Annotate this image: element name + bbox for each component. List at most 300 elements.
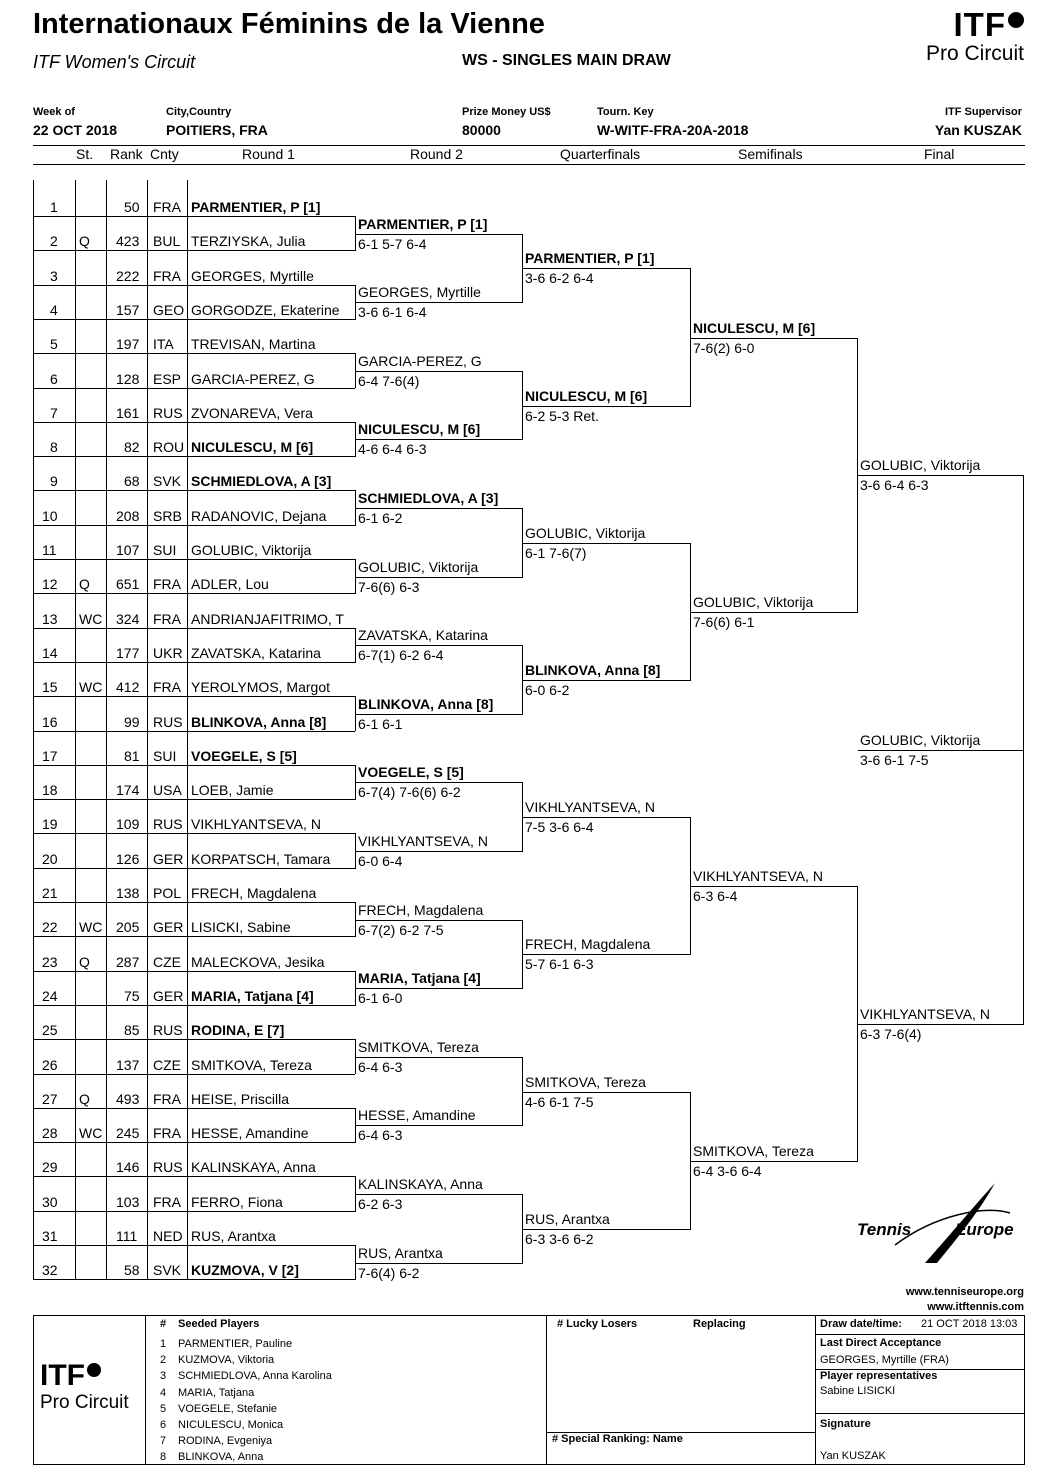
- round2-line: [356, 302, 522, 303]
- quarterfinals-score: 6-3 3-6 6-2: [525, 1230, 594, 1247]
- quarterfinals-score: 4-6 6-1 7-5: [525, 1093, 594, 1110]
- champion-name: GOLUBIC, Viktorija: [860, 732, 981, 749]
- round2-winner: HESSE, Amandine: [358, 1107, 476, 1124]
- round1-line: [33, 353, 355, 354]
- round1-player: RADANOVIC, Dejana: [191, 507, 327, 524]
- round2-line: [356, 1263, 522, 1264]
- round1-line: [33, 1074, 355, 1075]
- round1-line: [33, 868, 355, 869]
- round2-line: [356, 439, 522, 440]
- round1-player: BLINKOVA, Anna [8]: [191, 713, 327, 730]
- draw-position: 14: [42, 644, 58, 661]
- round2-line: [356, 920, 522, 921]
- round2-line: [356, 851, 522, 852]
- player-rank: 138: [116, 885, 140, 901]
- round1-line: [33, 559, 355, 560]
- round1-line: [33, 799, 355, 800]
- round2-line: [356, 1194, 522, 1195]
- draw-position: 10: [42, 507, 58, 524]
- final-line: [858, 1024, 1024, 1025]
- round1-player: PARMENTIER, P [1]: [191, 199, 321, 215]
- round1-player: MARIA, Tatjana [4]: [191, 987, 314, 1004]
- round1-player: KUZMOVA, V [2]: [191, 1262, 299, 1279]
- round2-score: 6-7(2) 6-2 7-5: [358, 921, 444, 938]
- quarterfinals-winner: SMITKOVA, Tereza: [525, 1073, 646, 1090]
- player-country: SUI: [153, 542, 177, 558]
- player-rank: 58: [124, 1262, 140, 1279]
- round2-score: 6-4 6-3: [358, 1058, 403, 1075]
- semifinals-line: [691, 886, 857, 887]
- round2-line: [356, 371, 522, 372]
- player-rank: 50: [124, 199, 140, 215]
- player-rank: 103: [116, 1193, 140, 1210]
- player-rank: 423: [116, 233, 140, 250]
- round2-score: 6-4 7-6(4): [358, 372, 420, 389]
- player-rank: 82: [124, 439, 140, 456]
- round1-line: [33, 1279, 355, 1280]
- player-rank: 651: [116, 576, 140, 593]
- player-country: USA: [153, 782, 182, 799]
- player-country: GER: [153, 987, 184, 1004]
- player-country: FRA: [153, 576, 181, 593]
- player-rank: 146: [116, 1159, 140, 1176]
- round1-player: ZVONAREVA, Vera: [191, 404, 313, 421]
- player-rank: 177: [116, 644, 140, 661]
- round2-score: 3-6 6-1 6-4: [358, 304, 427, 321]
- seed-player-name: VOEGELE, Stefanie: [178, 1402, 278, 1415]
- week-value: 22 OCT 2018: [33, 122, 118, 138]
- round1-player: SMITKOVA, Tereza: [191, 1056, 312, 1073]
- player-country: FRA: [153, 1193, 181, 1210]
- seed-number: 2: [160, 1354, 167, 1367]
- tennis-europe-logo: [855, 1175, 1025, 1265]
- round2-score: 6-4 6-3: [358, 1127, 403, 1144]
- player-rank: 99: [124, 713, 140, 730]
- header-rule-top: [33, 145, 1025, 146]
- draw-position: 27: [42, 1090, 58, 1107]
- quarterfinals-score: 6-1 7-6(7): [525, 544, 587, 561]
- city-value: POITIERS, FRA: [166, 122, 268, 138]
- draw-position: 4: [50, 301, 58, 318]
- quarterfinals-score: 5-7 6-1 6-3: [525, 956, 594, 973]
- entry-status: WC: [79, 679, 103, 696]
- player-rank: 109: [116, 816, 140, 833]
- footer-border-right: [1024, 1315, 1025, 1465]
- seed-number: 8: [160, 1451, 167, 1464]
- col-round2: Round 2: [410, 146, 463, 162]
- draw-position: 15: [42, 679, 58, 696]
- player-rank: 107: [116, 542, 140, 558]
- draw-position: 17: [42, 747, 58, 764]
- round2-score: 7-6(6) 6-3: [358, 578, 420, 595]
- round2-score: 6-1 6-1: [358, 715, 403, 732]
- round1-player: TREVISAN, Martina: [191, 336, 316, 353]
- round1-player: TERZIYSKA, Julia: [191, 233, 306, 250]
- round2-line: [356, 1125, 522, 1126]
- player-country: RUS: [153, 1022, 183, 1039]
- player-country: NED: [153, 1228, 183, 1244]
- lucky-losers-label: # Lucky Losers: [557, 1318, 638, 1330]
- draw-position: 7: [50, 404, 58, 421]
- round2-winner: SCHMIEDLOVA, A [3]: [358, 490, 499, 507]
- player-country: ITA: [153, 336, 174, 353]
- draw-position: 2: [50, 233, 58, 250]
- quarterfinals-line: [523, 680, 690, 681]
- semifinals-score: 7-6(6) 6-1: [693, 613, 755, 630]
- round1-player: KALINSKAYA, Anna: [191, 1159, 316, 1176]
- round2-score: 6-2 6-3: [358, 1196, 403, 1213]
- player-rank: 75: [124, 987, 140, 1004]
- seed-number: 1: [160, 1338, 167, 1350]
- tourn-key-label: Tourn. Key: [597, 106, 654, 118]
- replacing-label: Replacing: [693, 1318, 746, 1330]
- round2-winner: RUS, Arantxa: [358, 1244, 443, 1261]
- signature-value: Yan KUSZAK: [820, 1450, 886, 1462]
- round2-winner: GOLUBIC, Viktorija: [358, 558, 479, 575]
- semifinals-winner: GOLUBIC, Viktorija: [693, 593, 814, 610]
- round1-line: [33, 1176, 355, 1177]
- round1-player: FRECH, Magdalena: [191, 885, 317, 901]
- round1-player: HESSE, Amandine: [191, 1125, 309, 1142]
- seed-number: 5: [160, 1402, 167, 1415]
- week-label: Week of: [33, 106, 75, 118]
- round1-line: [33, 731, 355, 732]
- draw-position: 13: [42, 610, 58, 627]
- quarterfinals-line: [523, 1092, 690, 1093]
- semifinals-score: 6-4 3-6 6-4: [693, 1162, 762, 1179]
- round1-player: LOEB, Jamie: [191, 782, 274, 799]
- final-winner: GOLUBIC, Viktorija: [860, 457, 981, 474]
- draw-date-label: Draw date/time:: [820, 1318, 902, 1330]
- draw-position: 5: [50, 336, 58, 353]
- winner-line: [858, 750, 1024, 751]
- tennis-ball-icon: [87, 1363, 101, 1377]
- player-rank: 85: [124, 1022, 140, 1039]
- quarterfinals-score: 3-6 6-2 6-4: [525, 270, 594, 287]
- round2-winner: FRECH, Magdalena: [358, 901, 484, 918]
- player-country: SVK: [153, 473, 182, 490]
- quarterfinals-score: 6-2 5-3 Ret.: [525, 407, 599, 424]
- quarterfinals-winner: VIKHLYANTSEVA, N: [525, 799, 655, 816]
- round1-player: KORPATSCH, Tamara: [191, 850, 331, 867]
- player-country: FRA: [153, 1090, 181, 1107]
- round1-player: RODINA, E [7]: [191, 1022, 285, 1039]
- round2-winner: BLINKOVA, Anna [8]: [358, 695, 494, 712]
- round2-winner: SMITKOVA, Tereza: [358, 1038, 479, 1055]
- seed-number: 7: [160, 1435, 167, 1448]
- round1-line: [33, 936, 355, 937]
- quarterfinals-winner: PARMENTIER, P [1]: [525, 250, 655, 267]
- round1-line: [33, 765, 355, 766]
- player-rank: 128: [116, 370, 140, 387]
- quarterfinals-line: [523, 543, 690, 544]
- website-itf[interactable]: www.itftennis.com: [927, 1301, 1024, 1313]
- semifinals-line: [691, 1161, 857, 1162]
- player-rank: 68: [124, 473, 140, 490]
- entry-status: WC: [79, 610, 103, 627]
- seed-player-name: PARMENTIER, Pauline: [178, 1338, 293, 1350]
- quarterfinals-winner: GOLUBIC, Viktorija: [525, 524, 646, 541]
- round1-player: GARCIA-PEREZ, G: [191, 370, 315, 387]
- round2-score: 6-1 6-2: [358, 510, 403, 527]
- seeded-hash: #: [160, 1318, 167, 1330]
- quarterfinals-score: 7-5 3-6 6-4: [525, 819, 594, 836]
- entry-status: Q: [79, 576, 90, 593]
- prize-label: Prize Money US$: [462, 106, 551, 118]
- round1-player: ANDRIANJAFITRIMO, T: [191, 610, 344, 627]
- round2-winner: VOEGELE, S [5]: [358, 764, 464, 781]
- entry-status: Q: [79, 233, 90, 250]
- round1-player: LISICKI, Sabine: [191, 919, 291, 936]
- itf-footer-logo-text: ITF: [40, 1359, 85, 1392]
- player-country: FRA: [153, 1125, 181, 1142]
- round1-player: MALECKOVA, Jesika: [191, 953, 325, 970]
- round2-winner: PARMENTIER, P [1]: [358, 215, 488, 232]
- player-country: GEO: [153, 301, 185, 318]
- player-rank: 126: [116, 850, 140, 867]
- player-rank: 174: [116, 782, 140, 799]
- seed-player-name: SCHMIEDLOVA, Anna Karolina: [178, 1370, 332, 1383]
- draw-position: 19: [42, 816, 58, 833]
- player-rank: 157: [116, 301, 140, 318]
- quarterfinals-winner: BLINKOVA, Anna [8]: [525, 662, 661, 679]
- col-quarterfinals: Quarterfinals: [560, 146, 641, 162]
- player-country: RUS: [153, 816, 183, 833]
- round2-winner: MARIA, Tatjana [4]: [358, 970, 481, 987]
- round2-score: 6-1 6-0: [358, 990, 403, 1007]
- draw-position: 9: [50, 473, 58, 490]
- supervisor-value: Yan KUSZAK: [934, 122, 1022, 138]
- final-score: 6-3 7-6(4): [860, 1026, 922, 1043]
- seed-number: 3: [160, 1370, 167, 1383]
- round1-line: [33, 971, 355, 972]
- player-rank: 197: [116, 336, 140, 353]
- round1-player: GEORGES, Myrtille: [191, 267, 314, 284]
- player-rank: 208: [116, 507, 140, 524]
- draw-position: 20: [42, 850, 58, 867]
- semifinals-line: [691, 338, 857, 339]
- entry-status: Q: [79, 953, 90, 970]
- semifinals-score: 7-6(2) 6-0: [693, 339, 755, 356]
- round2-score: 6-0 6-4: [358, 853, 403, 870]
- player-country: RUS: [153, 404, 183, 421]
- round2-winner: KALINSKAYA, Anna: [358, 1176, 483, 1193]
- round1-line: [33, 285, 355, 286]
- seed-player-name: BLINKOVA, Anna: [178, 1451, 264, 1464]
- seed-player-name: MARIA, Tatjana: [178, 1386, 255, 1399]
- round1-line: [33, 628, 355, 629]
- header-rule-bottom: [33, 164, 1025, 165]
- draw-position: 30: [42, 1193, 58, 1210]
- col-rank: Rank: [110, 146, 143, 162]
- draw-position: 23: [42, 953, 58, 970]
- player-country: SUI: [153, 747, 177, 764]
- round2-line: [356, 988, 522, 989]
- draw-position: 16: [42, 713, 58, 730]
- draw-position: 25: [42, 1022, 58, 1039]
- circuit-name: ITF Women's Circuit: [33, 52, 196, 72]
- round1-player: YEROLYMOS, Margot: [191, 679, 331, 696]
- player-country: FRA: [153, 610, 181, 627]
- event-name: WS - SINGLES MAIN DRAW: [462, 52, 671, 69]
- player-rank: 324: [116, 610, 140, 627]
- player-rank: 81: [124, 747, 140, 764]
- round1-player: RUS, Arantxa: [191, 1228, 276, 1244]
- footer-border-bottom: [33, 1464, 1025, 1465]
- draw-position: 26: [42, 1056, 58, 1073]
- player-country: BUL: [153, 233, 181, 250]
- draw-position: 21: [42, 885, 58, 901]
- entry-status: WC: [79, 919, 103, 936]
- draw-position: 12: [42, 576, 58, 593]
- seed-player-name: RODINA, Evgeniya: [178, 1435, 273, 1448]
- draw-position: 8: [50, 439, 58, 456]
- round2-line: [356, 508, 522, 509]
- round2-line: [356, 577, 522, 578]
- draw-position: 29: [42, 1159, 58, 1176]
- supervisor-label: ITF Supervisor: [944, 106, 1022, 118]
- player-country: ESP: [153, 370, 182, 387]
- round2-line: [356, 645, 522, 646]
- itf-logo-text: ITF: [953, 6, 1006, 43]
- round1-line: [33, 833, 355, 834]
- player-rank: 493: [116, 1090, 140, 1107]
- tennis-europe-right: Europe: [955, 1220, 1014, 1239]
- round1-line: [33, 1039, 355, 1040]
- reps-label: Player representatives: [820, 1370, 938, 1382]
- round1-player: GOLUBIC, Viktorija: [191, 542, 312, 558]
- player-country: GER: [153, 919, 184, 936]
- quarterfinals-line: [523, 1229, 690, 1230]
- draw-position: 11: [42, 542, 57, 558]
- footer-rule-1: [815, 1334, 1025, 1335]
- quarterfinals-line: [523, 817, 690, 818]
- round1-line: [33, 216, 355, 217]
- round2-line: [356, 714, 522, 715]
- footer-border-top: [33, 1315, 1025, 1316]
- semifinals-winner: NICULESCU, M [6]: [693, 319, 816, 336]
- col-status: St.: [76, 146, 94, 162]
- lda-label: Last Direct Acceptance: [820, 1337, 942, 1349]
- col-round1: Round 1: [242, 146, 295, 162]
- player-country: FRA: [153, 267, 181, 284]
- player-rank: 222: [116, 267, 140, 284]
- round2-winner: NICULESCU, M [6]: [358, 421, 481, 438]
- seed-number: 6: [160, 1419, 167, 1431]
- round2-winner: GARCIA-PEREZ, G: [358, 352, 482, 369]
- draw-position: 18: [42, 782, 58, 799]
- signature-label: Signature: [820, 1418, 871, 1430]
- footer-rule-3: [815, 1413, 1025, 1414]
- round2-score: 6-7(1) 6-2 6-4: [358, 647, 444, 664]
- draw-position: 22: [42, 919, 58, 936]
- footer-border-left: [33, 1315, 34, 1465]
- prize-value: 80000: [462, 122, 501, 138]
- col-semifinals: Semifinals: [738, 146, 803, 162]
- player-country: CZE: [153, 1056, 181, 1073]
- lda-value: GEORGES, Myrtille (FRA): [820, 1354, 949, 1366]
- draw-position: 6: [50, 370, 58, 387]
- website-tenniseurope[interactable]: www.tenniseurope.org: [905, 1286, 1024, 1298]
- round1-line: [33, 490, 355, 491]
- player-country: FRA: [153, 679, 181, 696]
- seeded-players-label: Seeded Players: [178, 1318, 260, 1330]
- semifinals-winner: VIKHLYANTSEVA, N: [693, 868, 823, 885]
- round1-player: GORGODZE, Ekaterine: [191, 301, 340, 318]
- round1-line: [33, 1108, 355, 1109]
- round1-line: [33, 525, 355, 526]
- tournament-title: Internationaux Féminins de la Vienne: [33, 8, 545, 40]
- round2-score: 7-6(4) 6-2: [358, 1264, 420, 1281]
- round1-player: FERRO, Fiona: [191, 1193, 283, 1210]
- seed-player-name: KUZMOVA, Viktoria: [178, 1354, 275, 1367]
- round2-score: 6-7(4) 7-6(6) 6-2: [358, 784, 461, 801]
- round2-line: [356, 234, 522, 235]
- quarterfinals-score: 6-0 6-2: [525, 682, 570, 699]
- round1-player: HEISE, Priscilla: [191, 1090, 290, 1107]
- draw-position: 1: [50, 199, 58, 215]
- player-country: FRA: [153, 199, 181, 215]
- round1-line: [33, 593, 355, 594]
- footer-divider-1: [145, 1315, 146, 1465]
- tennis-europe-left: Tennis: [857, 1220, 912, 1239]
- tourn-key-value: W-WITF-FRA-20A-2018: [597, 122, 749, 138]
- itf-logo: [914, 8, 1024, 80]
- semifinals-winner: SMITKOVA, Tereza: [693, 1142, 814, 1159]
- round2-line: [356, 1057, 522, 1058]
- champion-score: 3-6 6-1 7-5: [860, 752, 929, 769]
- player-rank: 111: [116, 1228, 138, 1244]
- player-country: GER: [153, 850, 184, 867]
- footer-divider-2: [546, 1315, 547, 1465]
- player-country: UKR: [153, 644, 183, 661]
- player-rank: 161: [116, 404, 140, 421]
- round2-winner: VIKHLYANTSEVA, N: [358, 833, 488, 850]
- itf-footer-pro-circuit: Pro Circuit: [40, 1392, 129, 1413]
- final-winner: VIKHLYANTSEVA, N: [860, 1006, 990, 1023]
- round2-score: 4-6 6-4 6-3: [358, 441, 427, 458]
- player-rank: 287: [116, 953, 140, 970]
- round1-player: SCHMIEDLOVA, A [3]: [191, 473, 332, 490]
- round1-line: [33, 1245, 355, 1246]
- round1-line: [33, 1142, 355, 1143]
- round1-line: [33, 456, 355, 457]
- special-ranking-label: # Special Ranking: Name: [552, 1433, 683, 1445]
- city-label: City,Country: [166, 106, 232, 118]
- round1-line: [33, 250, 355, 251]
- final-score: 3-6 6-4 6-3: [860, 477, 929, 494]
- round2-line: [356, 782, 522, 783]
- quarterfinals-winner: FRECH, Magdalena: [525, 936, 651, 953]
- player-country: SRB: [153, 507, 182, 524]
- round1-player: VOEGELE, S [5]: [191, 747, 297, 764]
- round1-player: ADLER, Lou: [191, 576, 269, 593]
- semifinals-line: [691, 612, 857, 613]
- entry-status: Q: [79, 1090, 90, 1107]
- col-country: Cnty: [150, 146, 179, 162]
- draw-position: 24: [42, 987, 58, 1004]
- tennis-ball-icon: [1008, 12, 1024, 28]
- round1-line: [33, 422, 355, 423]
- draw-position: 28: [42, 1125, 58, 1142]
- col-final: Final: [924, 146, 955, 162]
- round1-player: VIKHLYANTSEVA, N: [191, 816, 321, 833]
- draw-position: 31: [42, 1228, 58, 1244]
- semifinals-score: 6-3 6-4: [693, 888, 738, 905]
- player-rank: 205: [116, 919, 140, 936]
- round2-winner: GEORGES, Myrtille: [358, 284, 481, 301]
- round1-line: [33, 1211, 355, 1212]
